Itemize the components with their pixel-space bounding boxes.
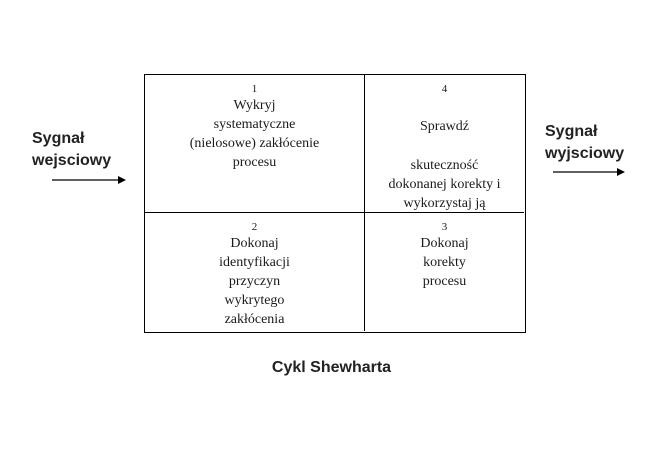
step-1-line-2: systematyczne [213, 117, 296, 132]
step-2-line-5: zakłócenia [224, 312, 285, 327]
step-2-line-1: Dokonaj [230, 236, 279, 251]
step-4-line-3: wykorzystaj ją [403, 196, 486, 211]
step-2-line-2: identyfikacji [219, 255, 290, 270]
output-signal-line-1: Sygnał [545, 123, 598, 140]
step-4-line-1: skuteczność [410, 158, 479, 173]
step-4-number: 4 [441, 83, 448, 95]
output-signal-label [545, 121, 624, 165]
step-4-cell [365, 75, 524, 213]
output-arrow-icon [553, 166, 625, 178]
step-3-line-1: Dokonaj [420, 236, 469, 251]
step-2-line-3: przyczyn [228, 274, 281, 289]
step-1-number: 1 [251, 83, 258, 95]
step-3-line-3: procesu [422, 274, 467, 289]
step-2-cell [145, 213, 365, 331]
step-3-line-2: korekty [423, 255, 466, 270]
input-signal-label [32, 128, 111, 172]
input-signal-line-1: Sygnał [32, 130, 85, 147]
step-4-title: Sprawdź [420, 119, 469, 134]
step-2-number: 2 [251, 221, 258, 233]
step-1-line-3: (nielosowe) zakłócenie [189, 136, 320, 151]
step-1-cell [145, 75, 365, 213]
step-2-line-4: wykrytego [224, 293, 285, 308]
step-1-line-1: Wykryj [233, 98, 276, 113]
diagram-caption: Cykl Shewharta [271, 359, 392, 376]
shewhart-cycle-grid [144, 74, 526, 333]
step-3-number: 3 [441, 221, 448, 233]
step-3-cell [365, 213, 524, 331]
step-4-line-2: dokonanej korekty i [388, 177, 501, 192]
input-arrow-icon [52, 174, 126, 186]
input-signal-line-2: wejsciowy [32, 152, 112, 169]
output-signal-line-2: wyjsciowy [545, 145, 625, 162]
step-1-line-4: procesu [232, 155, 277, 170]
